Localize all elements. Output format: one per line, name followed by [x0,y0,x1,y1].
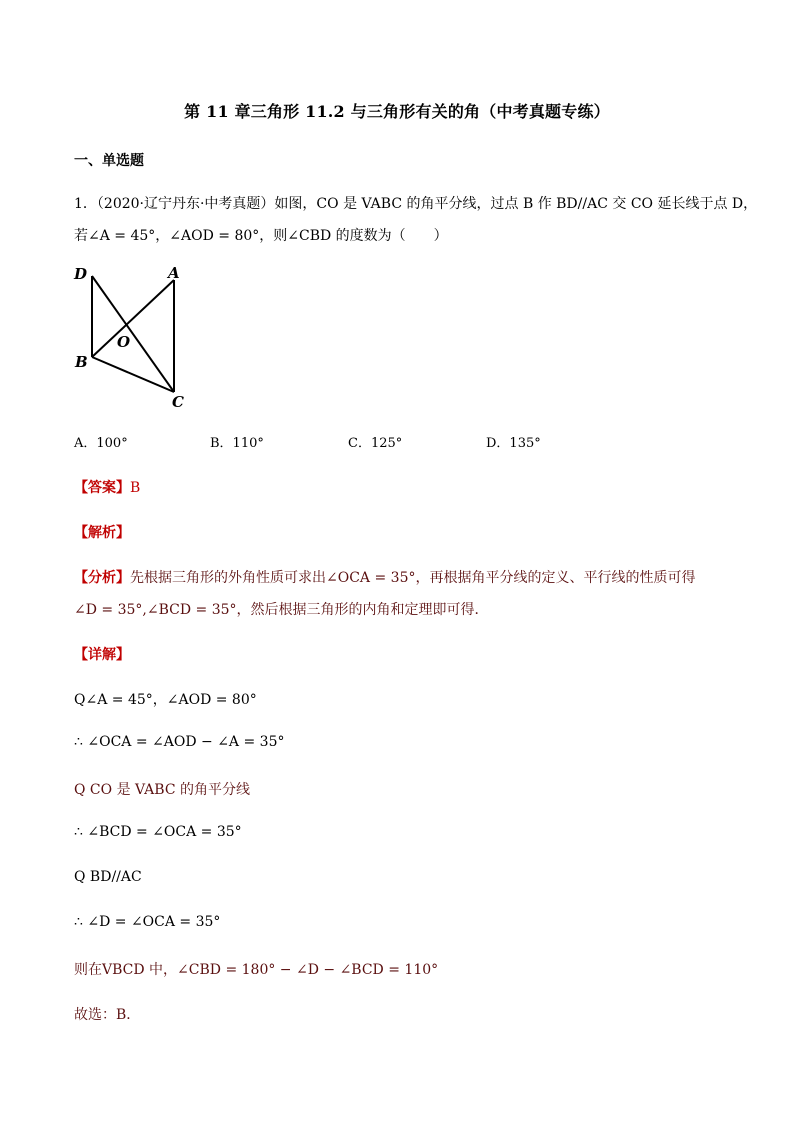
step-1: Q∠A = 45°，∠AOD = 80° [74,692,257,708]
answer-line [74,477,140,497]
step-4: ∴ ∠BCD = ∠OCA = 35° [74,824,242,840]
step-8: 故选：B． [74,1007,141,1023]
label-d: D [74,265,88,283]
step-6: ∴ ∠D = ∠OCA = 35° [74,914,221,930]
segment-ab [92,280,174,357]
step-5: Q BD//AC [74,869,142,885]
option-c: C．125° [348,436,403,451]
answer-tag: 【答案】 [74,480,130,496]
option-b: B．110° [210,436,264,451]
question-line-1: 1．（2020·辽宁丹东·中考真题）如图，CO 是 VABC 的角平分线，过点 B 作 BD//AC 交 CO 延长线于点 D， [74,196,758,212]
geometry-figure [70,262,190,412]
option-a: A．100° [74,436,128,451]
answer-value: B [130,480,141,496]
step-2: ∴ ∠OCA = ∠AOD − ∠A = 35° [74,734,285,750]
detail-tag: 【详解】 [74,647,130,663]
section-heading: 一、单选题 [74,153,144,169]
option-d: D．135° [486,436,541,451]
analysis-line-1 [74,567,695,587]
analysis-sub-tag: 【分析】 [74,570,130,586]
step-3: Q CO 是 VABC 的角平分线 [74,782,250,798]
question-line-2: 若∠A = 45°，∠AOD = 80°，则∠CBD 的度数为（ ） [74,228,448,244]
label-c: C [172,393,184,411]
step-7: 则在VBCD 中，∠CBD = 180° − ∠D − ∠BCD = 110° [74,962,439,978]
analysis-line-2: ∠D = 35°,∠BCD = 35°，然后根据三角形的内角和定理即可得． [74,602,489,618]
label-o: O [117,333,131,351]
label-b: B [75,353,88,371]
label-a: A [168,264,180,282]
analysis-text-1: 先根据三角形的外角性质可求出∠OCA = 35°，再根据角平分线的定义、平行线的性质可得 [130,570,696,586]
analysis-tag: 【解析】 [74,525,130,541]
page-title: 第 11 章三角形 11.2 与三角形有关的角（中考真题专练） [184,102,610,121]
